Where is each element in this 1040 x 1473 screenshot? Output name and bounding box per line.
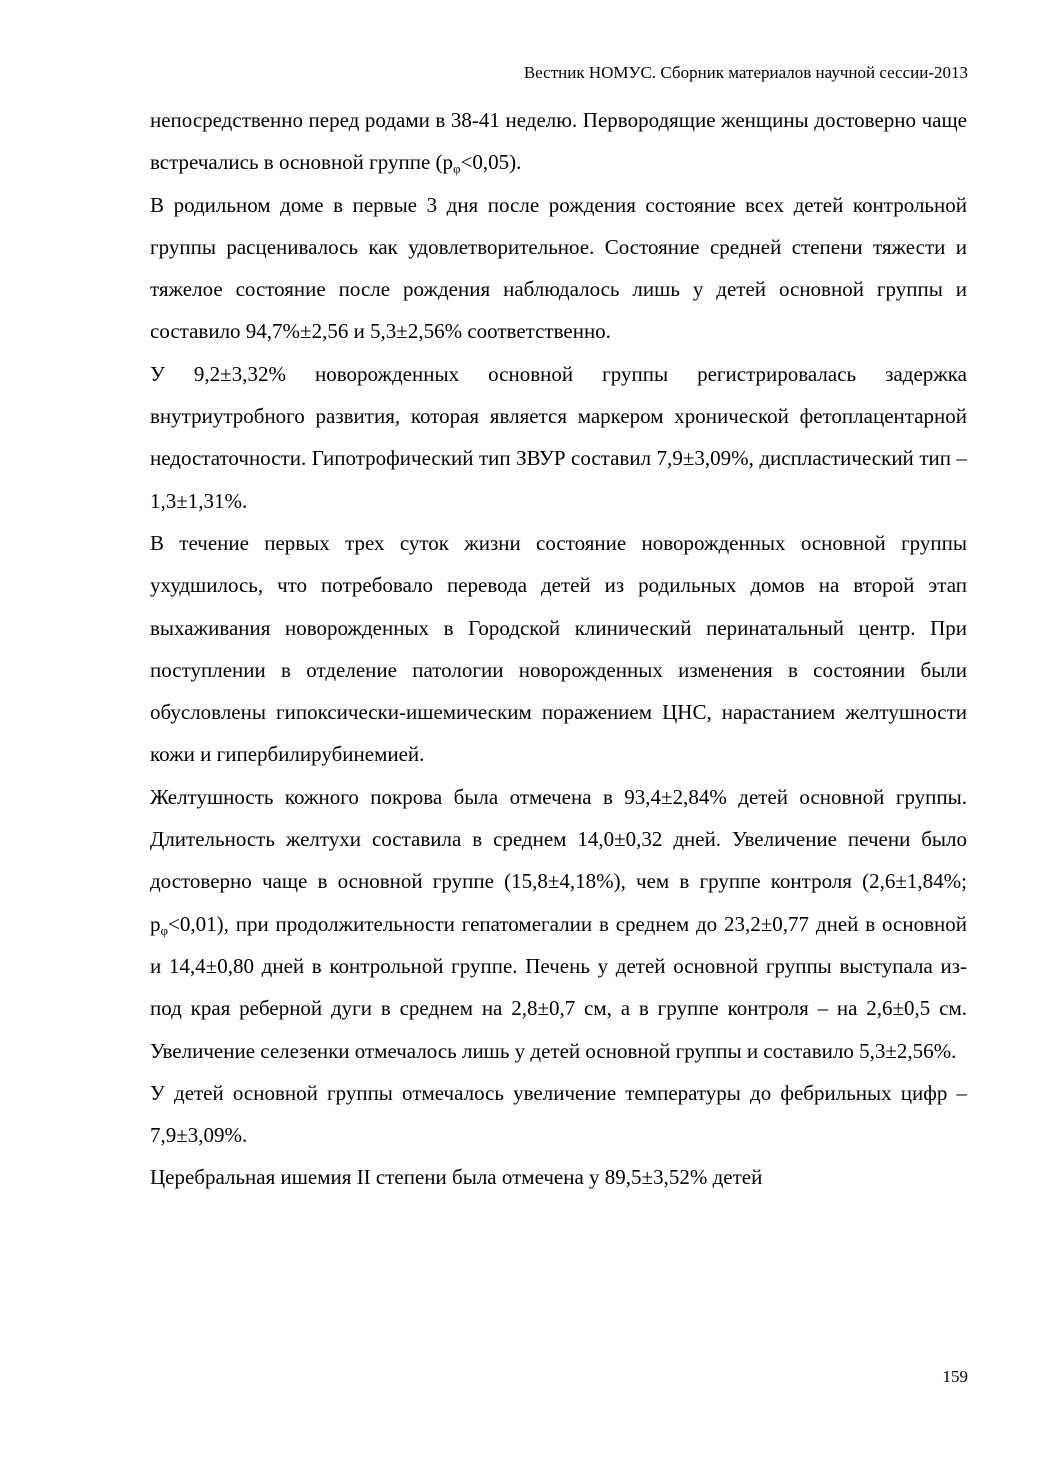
- running-header: Вестник НОМУС. Сборник материалов научной сессии-2013: [523, 63, 968, 82]
- paragraph-5: [150, 776, 967, 1072]
- paragraph-4: В течение первых трех суток жизни состояние новорожденных основной группы ухудшилось, что потребовало перевода детей из родильных домов на второй этап выхаживания новорожденных в Городской клинический перинатальный центр. При поступлении в отделение патологии новорожденных изменения в состоянии были обусловлены гипоксически-ишемическим поражением ЦНС, нарастанием желтушности кожи и гипербилирубинемией.: [150, 530, 967, 767]
- paragraph-1-text-end: <0,05).: [460, 150, 522, 175]
- subscript-phi: φ: [160, 922, 169, 938]
- paragraph-2: В родильном доме в первые 3 дня после рождения состояние всех детей контрольной группы расценивалось как удовлетворительное. Состояние средней степени тяжести и тяжелое состояние после рождения наблюдалось лишь у детей основной группы и составило 94,7%±2,56 и 5,3±2,56% соответственно.: [150, 192, 967, 344]
- paragraph-6: У детей основной группы отмечалось увеличение температуры до фебрильных цифр – 7,9±3,09%.: [150, 1080, 967, 1148]
- paragraph-7: Церебральная ишемия II степени была отмечена у 89,5±3,52% детей: [150, 1165, 763, 1190]
- document-body: [150, 99, 967, 1199]
- paragraph-5-text-end: <0,01), при продолжительности гепатомегалии в среднем до 23,2±0,77 дней в основной и 14,4±0,80 дней в контрольной группе. Печень у детей основной группы выступала из-под края реберной дуги в среднем на 2,8±0,7 см, а в группе контроля – на 2,6±0,5 см. Увеличение селезенки отмечалось лишь у детей основной группы и составило 5,3±2,56%.: [150, 911, 967, 1063]
- paragraph-3: У 9,2±3,32% новорожденных основной группы регистрировалась задержка внутриутробного развития, которая является маркером хронической фетоплацентарной недостаточности. Гипотрофический тип ЗВУР составил 7,9±3,09%, диспластический тип – 1,3±1,31%.: [150, 361, 967, 513]
- subscript-phi: φ: [453, 161, 461, 177]
- paragraph-5-text: Желтушность кожного покрова была отмечена в 93,4±2,84% детей основной группы. Длительность желтухи составила в среднем 14,0±0,32 дней. Увеличение печени было достоверно чаще в основной группе (15,8±4,18%), чем в группе контроля (2,6±1,84%; p: [150, 784, 967, 936]
- page-number: 159: [942, 1367, 968, 1386]
- paragraph-1-text: непосредственно перед родами в 38-41 неделю. Первородящие женщины достоверно чаще встречались в основной группе (p: [150, 108, 967, 175]
- paragraph-1: [150, 99, 967, 184]
